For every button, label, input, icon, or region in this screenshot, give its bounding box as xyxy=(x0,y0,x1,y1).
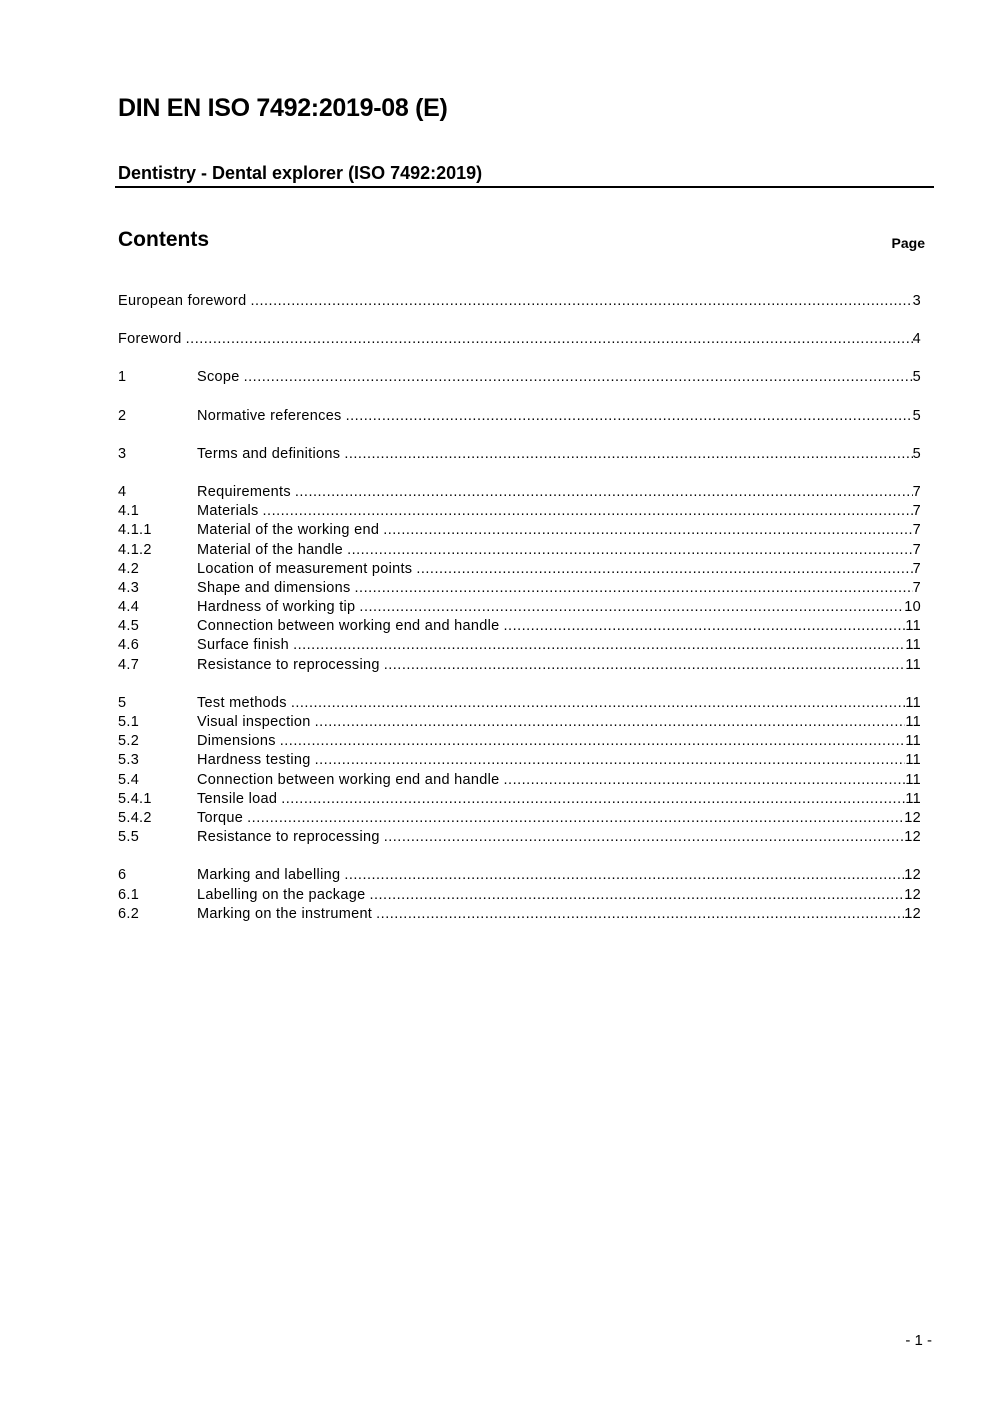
toc-entry-page: 7 xyxy=(912,522,921,539)
toc-entry-page: 4 xyxy=(912,331,921,348)
toc-group xyxy=(118,330,921,349)
toc-entry[interactable] xyxy=(118,905,921,924)
toc-entry-number: 6 xyxy=(118,867,127,884)
toc-dot-leader xyxy=(315,713,906,732)
toc-dot-leader xyxy=(295,483,913,502)
toc-entry[interactable] xyxy=(118,598,921,617)
toc-entry-title: Scope xyxy=(197,369,240,386)
toc-entry-title: Materials xyxy=(197,503,259,520)
toc-dot-leader xyxy=(244,368,913,387)
toc-entry-page: 5 xyxy=(912,445,921,462)
toc-entry-number: 4.7 xyxy=(118,656,140,673)
toc-entry-page: 7 xyxy=(912,541,921,558)
toc-entry[interactable] xyxy=(118,866,921,885)
toc-entry-page: 12 xyxy=(904,886,921,903)
toc-entry-title: Torque xyxy=(197,809,244,826)
toc-group xyxy=(118,368,921,387)
toc-entry-page: 7 xyxy=(912,503,921,520)
toc-entry-number: 4.1.1 xyxy=(118,522,152,539)
toc-entry-page: 11 xyxy=(905,637,921,654)
toc-entry-page: 5 xyxy=(912,369,921,386)
toc-entry[interactable] xyxy=(118,407,921,426)
toc-entry-page: 12 xyxy=(904,867,921,884)
toc-entry-number: 5.4.2 xyxy=(118,809,152,826)
toc-dot-leader xyxy=(293,636,905,655)
toc-entry-page: 11 xyxy=(905,694,921,711)
toc-entry-number: 5.1 xyxy=(118,714,140,730)
toc-entry-title: Connection between working end and handle xyxy=(197,618,500,635)
toc-entry-number: 1 xyxy=(118,369,127,386)
toc-dot-leader xyxy=(344,866,904,885)
toc-entry[interactable] xyxy=(118,521,921,540)
toc-entry[interactable] xyxy=(118,713,921,732)
toc-entry[interactable] xyxy=(118,636,921,655)
toc-entry[interactable] xyxy=(118,828,921,847)
toc-dot-leader xyxy=(315,751,906,770)
toc-entry-title: Hardness testing xyxy=(197,752,311,769)
toc-group xyxy=(118,694,921,848)
toc-entry-title: Dimensions xyxy=(197,733,276,750)
document-subtitle: Dentistry - Dental explorer (ISO 7492:2019) xyxy=(118,163,483,183)
toc-entry-number: 6.1 xyxy=(118,886,140,903)
toc-entry-number: 3 xyxy=(118,445,127,462)
document-title: DIN EN ISO 7492:2019-08 (E) xyxy=(118,94,448,122)
toc-entry-title: Requirements xyxy=(197,483,291,500)
toc-dot-leader xyxy=(346,407,913,426)
toc-entry-page: 7 xyxy=(912,483,921,500)
toc-entry-number: 5.5 xyxy=(118,829,140,846)
toc-dot-leader xyxy=(355,579,913,598)
toc-entry-number: 5.4.1 xyxy=(118,790,152,807)
toc-entry-page: 7 xyxy=(912,560,921,577)
toc-entry[interactable] xyxy=(118,502,921,521)
toc-entry-number: 5.3 xyxy=(118,752,140,769)
toc-entry[interactable] xyxy=(118,368,921,387)
toc-dot-leader xyxy=(504,771,906,790)
toc-entry-page: 12 xyxy=(904,829,921,846)
toc-group xyxy=(118,292,921,311)
toc-dot-leader xyxy=(186,330,913,349)
toc-entry-number: 5.2 xyxy=(118,733,140,750)
toc-group xyxy=(118,866,921,924)
toc-dot-leader xyxy=(383,521,912,540)
toc-dot-leader xyxy=(281,790,905,809)
toc-entry[interactable] xyxy=(118,771,921,790)
toc-entry-title: Test methods xyxy=(197,694,287,711)
toc-entry-title: Marking on the instrument xyxy=(197,905,373,922)
page-column-heading: Page xyxy=(891,235,925,251)
toc-entry-title: Visual inspection xyxy=(197,714,311,730)
toc-entry[interactable] xyxy=(118,483,921,502)
toc-entry[interactable] xyxy=(118,656,921,675)
toc-entry-number: 5 xyxy=(118,694,127,711)
toc-entry-page: 11 xyxy=(905,752,921,769)
toc-entry[interactable] xyxy=(118,560,921,579)
toc-dot-leader xyxy=(250,292,912,311)
toc-entry-number: 2 xyxy=(118,407,127,424)
toc-entry[interactable] xyxy=(118,330,921,349)
toc-dot-leader xyxy=(247,809,904,828)
toc-entry-number: 4.1 xyxy=(118,503,140,520)
toc-entry-number: 4.2 xyxy=(118,560,140,577)
toc-entry-title: Marking and labelling xyxy=(197,867,341,884)
toc-entry-page: 11 xyxy=(905,771,921,788)
toc-dot-leader xyxy=(504,617,906,636)
toc-entry-title: Material of the handle xyxy=(197,541,344,558)
toc-dot-leader xyxy=(416,560,912,579)
toc-entry-page: 7 xyxy=(912,579,921,596)
toc-group xyxy=(118,445,921,464)
toc-entry-title: Tensile load xyxy=(197,790,278,807)
toc-entry-title: Foreword xyxy=(118,331,182,348)
toc-entry[interactable] xyxy=(118,790,921,809)
contents-heading: Contents xyxy=(118,228,209,251)
toc-entry-page: 11 xyxy=(905,618,921,635)
toc-entry-title: Resistance to reprocessing xyxy=(197,829,380,846)
toc-entry-title: Hardness of working tip xyxy=(197,599,356,616)
toc-entry-number: 4.4 xyxy=(118,599,140,616)
toc-entry[interactable] xyxy=(118,541,921,560)
toc-entry[interactable] xyxy=(118,694,921,713)
toc-entry-page: 5 xyxy=(912,407,921,424)
toc-entry-title: Connection between working end and handle xyxy=(197,771,500,788)
toc-dot-leader xyxy=(384,656,906,675)
toc-entry-title: Shape and dimensions xyxy=(197,579,351,596)
toc-group xyxy=(118,407,921,426)
toc-entry[interactable] xyxy=(118,809,921,828)
toc-dot-leader xyxy=(376,905,904,924)
toc-entry-number: 4 xyxy=(118,483,127,500)
toc-entry-number: 4.5 xyxy=(118,618,140,635)
toc-entry-page: 11 xyxy=(905,656,921,673)
toc-entry-page: 12 xyxy=(904,809,921,826)
toc-dot-leader xyxy=(280,732,906,751)
toc-dot-leader xyxy=(359,598,904,617)
toc-entry[interactable] xyxy=(118,886,921,905)
toc-entry-title: Surface finish xyxy=(197,637,290,654)
table-of-contents xyxy=(118,292,921,943)
toc-entry[interactable] xyxy=(118,292,921,311)
toc-entry[interactable] xyxy=(118,579,921,598)
toc-dot-leader xyxy=(347,541,913,560)
toc-entry[interactable] xyxy=(118,617,921,636)
toc-entry-page: 3 xyxy=(912,293,921,309)
toc-entry-page: 11 xyxy=(905,733,921,750)
toc-entry-title: Labelling on the package xyxy=(197,886,366,903)
toc-entry-title: European foreword xyxy=(118,293,247,309)
footer-page-number: - 1 - xyxy=(905,1332,932,1349)
toc-entry[interactable] xyxy=(118,751,921,770)
toc-entry-title: Terms and definitions xyxy=(197,445,341,462)
toc-dot-leader xyxy=(344,445,912,464)
toc-entry-title: Location of measurement points xyxy=(197,560,413,577)
toc-dot-leader xyxy=(291,694,906,713)
toc-entry-title: Resistance to reprocessing xyxy=(197,656,380,673)
toc-entry-title: Material of the working end xyxy=(197,522,380,539)
toc-dot-leader xyxy=(263,502,913,521)
toc-entry-number: 5.4 xyxy=(118,771,140,788)
header-rule xyxy=(115,186,934,188)
toc-entry-number: 4.3 xyxy=(118,579,140,596)
toc-group xyxy=(118,483,921,675)
toc-entry-page: 11 xyxy=(905,790,921,807)
toc-entry-number: 4.6 xyxy=(118,637,140,654)
toc-entry-title: Normative references xyxy=(197,407,342,424)
toc-entry-page: 11 xyxy=(905,714,921,730)
toc-entry-page: 12 xyxy=(904,905,921,922)
toc-entry-page: 10 xyxy=(904,599,921,616)
toc-entry-number: 6.2 xyxy=(118,905,140,922)
toc-entry[interactable] xyxy=(118,445,921,464)
toc-dot-leader xyxy=(369,886,904,905)
toc-dot-leader xyxy=(384,828,905,847)
toc-entry[interactable] xyxy=(118,732,921,751)
toc-entry-number: 4.1.2 xyxy=(118,541,152,558)
